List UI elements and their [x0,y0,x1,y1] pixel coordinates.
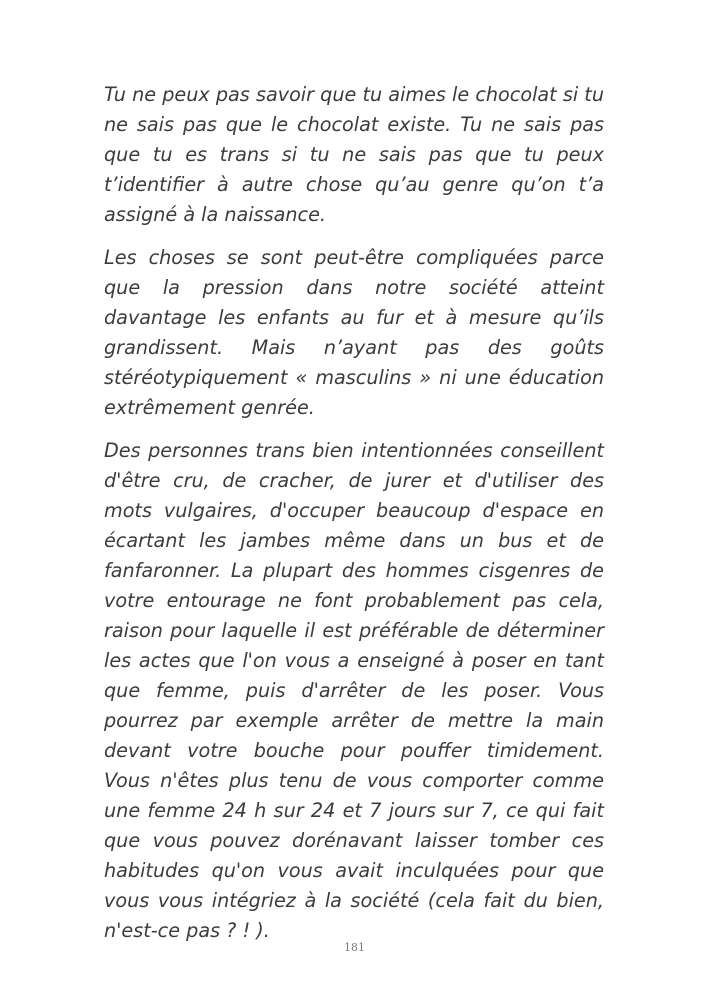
page-body [104,80,604,959]
paragraph-society-pressure: Les choses se sont peut-être compliquées parce que la pression dans notre société atteint davantage les enfants au fur et à mesure qu’ils grandissent. Mais n’ayant pas des goûts stéréotypiquement « masculins » ni une éducation extrêmement genrée. [104,246,604,419]
paragraph-advice: Des personnes trans bien intentionnées conseillent d'être cru, de cracher, de jurer et d'utiliser des mots vulgaires, d'occuper beaucoup d'espace en écartant les jambes même dans un bus et de fanfaronner. La plupart des hommes cisgenres de votre entourage ne font probablement pas cela, raison pour laquelle il est préférable de déterminer les actes que l'on vous a enseigné à poser en tant que femme, puis d'arrêter de les poser. Vous pourrez par exemple arrêter de mettre la main devant votre bouche pour pouffer timidement. Vous n'êtes plus tenu de vous comporter comme une femme 24 h sur 24 et 7 jours sur 7, ce qui fait que vous pouvez dorénavant laisser tomber ces habitudes qu'on vous avait inculquées pour que vous vous intégriez à la société (cela fait du bien, n'est-ce pas ? ! ). [104,439,604,942]
page-number: 181 [344,941,365,954]
paragraph-chocolate: Tu ne peux pas savoir que tu aimes le chocolat si tu ne sais pas que le chocolat existe. Tu ne sais pas que tu es trans si tu ne sais pas que tu peux t’identifier à autre chose qu’au genre qu’on t’a assigné à la naissance. [104,83,604,226]
